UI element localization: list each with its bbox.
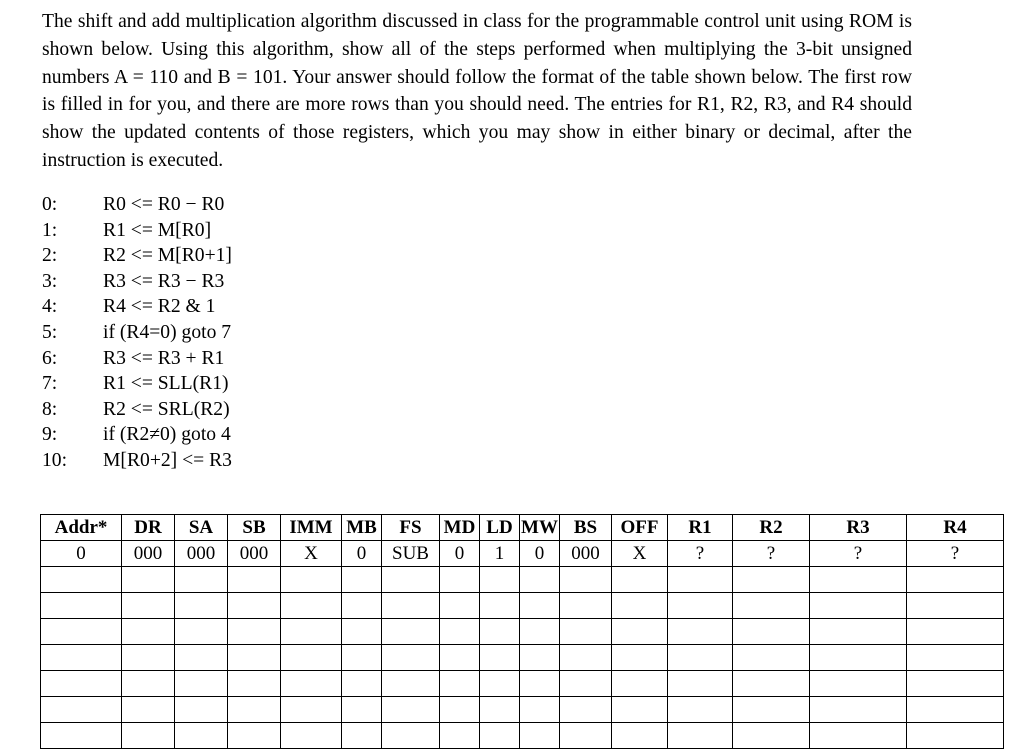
column-header: Addr* [41,515,122,541]
answer-cell[interactable] [907,671,1004,697]
answer-cell[interactable] [810,593,907,619]
instruction-text: R2 <= SRL(R2) [103,398,230,420]
instruction-text: R1 <= SLL(R1) [103,373,229,395]
column-header: MD [440,515,480,541]
answer-cell[interactable] [122,645,175,671]
answer-cell[interactable] [382,645,440,671]
table-row-blank [41,645,1004,671]
column-header: SB [228,515,281,541]
answer-cell[interactable] [520,593,560,619]
answer-cell[interactable] [281,697,342,723]
answer-cell[interactable] [382,723,440,749]
answer-cell[interactable] [175,671,228,697]
answer-cell[interactable] [668,593,733,619]
column-header: LD [480,515,520,541]
column-header: R4 [907,515,1004,541]
column-header: IMM [281,515,342,541]
table-row-blank [41,619,1004,645]
instruction-text: M[R0+2] <= R3 [103,449,232,471]
answer-cell[interactable] [342,697,382,723]
instruction-address: 1: [42,219,58,241]
answer-cell[interactable] [382,619,440,645]
table-cell: ? [907,541,1004,567]
answer-cell[interactable] [668,619,733,645]
answer-cell[interactable] [733,593,810,619]
answer-cell[interactable] [281,645,342,671]
answer-cell[interactable] [382,593,440,619]
answer-cell[interactable] [520,723,560,749]
answer-cell[interactable] [41,567,122,593]
answer-cell[interactable] [560,645,612,671]
column-header: R1 [668,515,733,541]
instruction-text: R3 <= R3 − R3 [103,270,225,292]
answer-cell[interactable] [281,619,342,645]
table-row-blank [41,723,1004,749]
table-cell: 000 [175,541,228,567]
answer-cell[interactable] [480,567,520,593]
instruction-address: 7: [42,373,58,395]
answer-cell[interactable] [612,567,668,593]
program-line [42,192,442,218]
answer-cell[interactable] [228,645,281,671]
answer-cell[interactable] [480,645,520,671]
instruction-text: if (R2≠0) goto 4 [103,424,231,446]
answer-cell[interactable] [668,723,733,749]
instruction-address: 2: [42,245,58,267]
program-line [42,346,442,372]
answer-cell[interactable] [281,567,342,593]
answer-cell[interactable] [560,671,612,697]
problem-statement: The shift and add multiplication algorithm discussed in class for the programmable control unit using ROM is shown below. Using this algorithm, show all of the steps performed when multiplying the 3-bit unsigned numbers A = 110 and B = 101. Your answer should follow the format of the table shown below. The first row is filled in for you, and there are more rows than you should need. The entries for R1, R2, R3, and R4 should show the updated contents of those registers, which you may show in either binary or decimal, after the instruction is executed. [42,11,912,171]
table-row-blank [41,671,1004,697]
answer-cell[interactable] [668,697,733,723]
answer-cell[interactable] [560,619,612,645]
answer-cell[interactable] [907,723,1004,749]
answer-cell[interactable] [41,593,122,619]
answer-cell[interactable] [175,645,228,671]
answer-cell[interactable] [122,567,175,593]
answer-cell[interactable] [733,671,810,697]
answer-cell[interactable] [733,619,810,645]
instruction-text: R2 <= M[R0+1] [103,245,232,267]
answer-cell[interactable] [41,723,122,749]
program-line [42,397,442,423]
table-cell: ? [810,541,907,567]
answer-cell[interactable] [520,567,560,593]
answer-cell[interactable] [907,697,1004,723]
answer-cell[interactable] [907,645,1004,671]
answer-cell[interactable] [733,645,810,671]
column-header: MW [520,515,560,541]
answer-cell[interactable] [41,697,122,723]
instruction-address: 3: [42,270,58,292]
answer-cell[interactable] [228,619,281,645]
instruction-text: R4 <= R2 & 1 [103,296,216,318]
answer-cell[interactable] [440,645,480,671]
answer-cell[interactable] [480,671,520,697]
answer-cell[interactable] [612,593,668,619]
answer-cell[interactable] [810,619,907,645]
answer-cell[interactable] [382,671,440,697]
answer-cell[interactable] [520,697,560,723]
answer-cell[interactable] [175,593,228,619]
answer-cell[interactable] [733,723,810,749]
rom-program-listing [42,192,442,474]
table-cell: 000 [560,541,612,567]
answer-cell[interactable] [480,697,520,723]
answer-cell[interactable] [228,723,281,749]
column-header: SA [175,515,228,541]
answer-cell[interactable] [520,671,560,697]
answer-cell[interactable] [122,619,175,645]
program-line [42,269,442,295]
answer-cell[interactable] [342,619,382,645]
table-cell: 1 [480,541,520,567]
answer-cell[interactable] [342,593,382,619]
table-cell: 0 [41,541,122,567]
program-line [42,422,442,448]
instruction-text: R0 <= R0 − R0 [103,194,225,215]
answer-cell[interactable] [560,697,612,723]
answer-cell[interactable] [440,697,480,723]
execution-steps-table [40,514,1004,749]
answer-cell[interactable] [382,697,440,723]
column-header: BS [560,515,612,541]
table-cell: 0 [520,541,560,567]
table-row-blank [41,567,1004,593]
column-header: R2 [733,515,810,541]
answer-cell[interactable] [440,567,480,593]
answer-cell[interactable] [480,619,520,645]
answer-cell[interactable] [612,671,668,697]
column-header: R3 [810,515,907,541]
table-cell: X [612,541,668,567]
answer-cell[interactable] [122,723,175,749]
answer-cell[interactable] [520,645,560,671]
instruction-address: 4: [42,296,58,318]
instruction-address: 10: [42,449,68,471]
answer-cell[interactable] [41,619,122,645]
instruction-address: 8: [42,398,58,420]
answer-cell[interactable] [440,619,480,645]
answer-cell[interactable] [41,671,122,697]
answer-cell[interactable] [228,697,281,723]
answer-cell[interactable] [810,567,907,593]
answer-cell[interactable] [612,645,668,671]
program-line [42,371,442,397]
instruction-text: if (R4=0) goto 7 [103,321,232,343]
answer-cell[interactable] [440,723,480,749]
answer-cell[interactable] [382,567,440,593]
answer-cell[interactable] [175,619,228,645]
answer-cell[interactable] [668,567,733,593]
answer-cell[interactable] [560,723,612,749]
table-cell: ? [733,541,810,567]
column-header: OFF [612,515,668,541]
answer-cell[interactable] [520,619,560,645]
answer-cell[interactable] [733,567,810,593]
table-row-blank [41,697,1004,723]
answer-cell[interactable] [668,645,733,671]
column-header: DR [122,515,175,541]
answer-cell[interactable] [612,619,668,645]
answer-cell[interactable] [122,671,175,697]
table-row-blank [41,593,1004,619]
column-header: MB [342,515,382,541]
program-line [42,294,442,320]
answer-cell[interactable] [342,567,382,593]
column-header: FS [382,515,440,541]
answer-cell[interactable] [281,593,342,619]
answer-cell[interactable] [440,593,480,619]
answer-cell[interactable] [175,567,228,593]
instruction-address: 0: [42,194,58,215]
answer-cell[interactable] [668,671,733,697]
instruction-text: R1 <= M[R0] [103,219,212,241]
answer-cell[interactable] [810,671,907,697]
instruction-address: 5: [42,321,58,343]
answer-cell[interactable] [560,567,612,593]
instruction-text: R3 <= R3 + R1 [103,347,225,369]
answer-cell[interactable] [228,593,281,619]
answer-cell[interactable] [440,671,480,697]
table-cell: ? [668,541,733,567]
answer-cell[interactable] [612,723,668,749]
answer-cell[interactable] [907,593,1004,619]
instruction-address: 6: [42,347,58,369]
answer-cell[interactable] [342,645,382,671]
answer-cell[interactable] [122,697,175,723]
instruction-address: 9: [42,424,58,446]
answer-cell[interactable] [228,567,281,593]
answer-cell[interactable] [281,671,342,697]
program-line [42,448,442,474]
answer-cell[interactable] [281,723,342,749]
answer-cell[interactable] [122,593,175,619]
table-cell: 0 [440,541,480,567]
answer-cell[interactable] [175,697,228,723]
answer-cell[interactable] [480,593,520,619]
program-line [42,320,442,346]
answer-cell[interactable] [342,723,382,749]
program-line [42,218,442,244]
table-row-example [41,541,1004,567]
answer-cell[interactable] [41,645,122,671]
answer-cell[interactable] [612,697,668,723]
table-cell: X [281,541,342,567]
program-line [42,243,442,269]
answer-cell[interactable] [810,723,907,749]
answer-cell[interactable] [342,671,382,697]
table-cell: 0 [342,541,382,567]
answer-cell[interactable] [907,619,1004,645]
table-cell: SUB [382,541,440,567]
answer-cell[interactable] [907,567,1004,593]
answer-cell[interactable] [810,645,907,671]
table-cell: 000 [228,541,281,567]
answer-cell[interactable] [560,593,612,619]
table-cell: 000 [122,541,175,567]
answer-cell[interactable] [175,723,228,749]
answer-cell[interactable] [228,671,281,697]
answer-cell[interactable] [480,723,520,749]
answer-cell[interactable] [733,697,810,723]
table-header-row [41,515,1004,541]
answer-cell[interactable] [810,697,907,723]
